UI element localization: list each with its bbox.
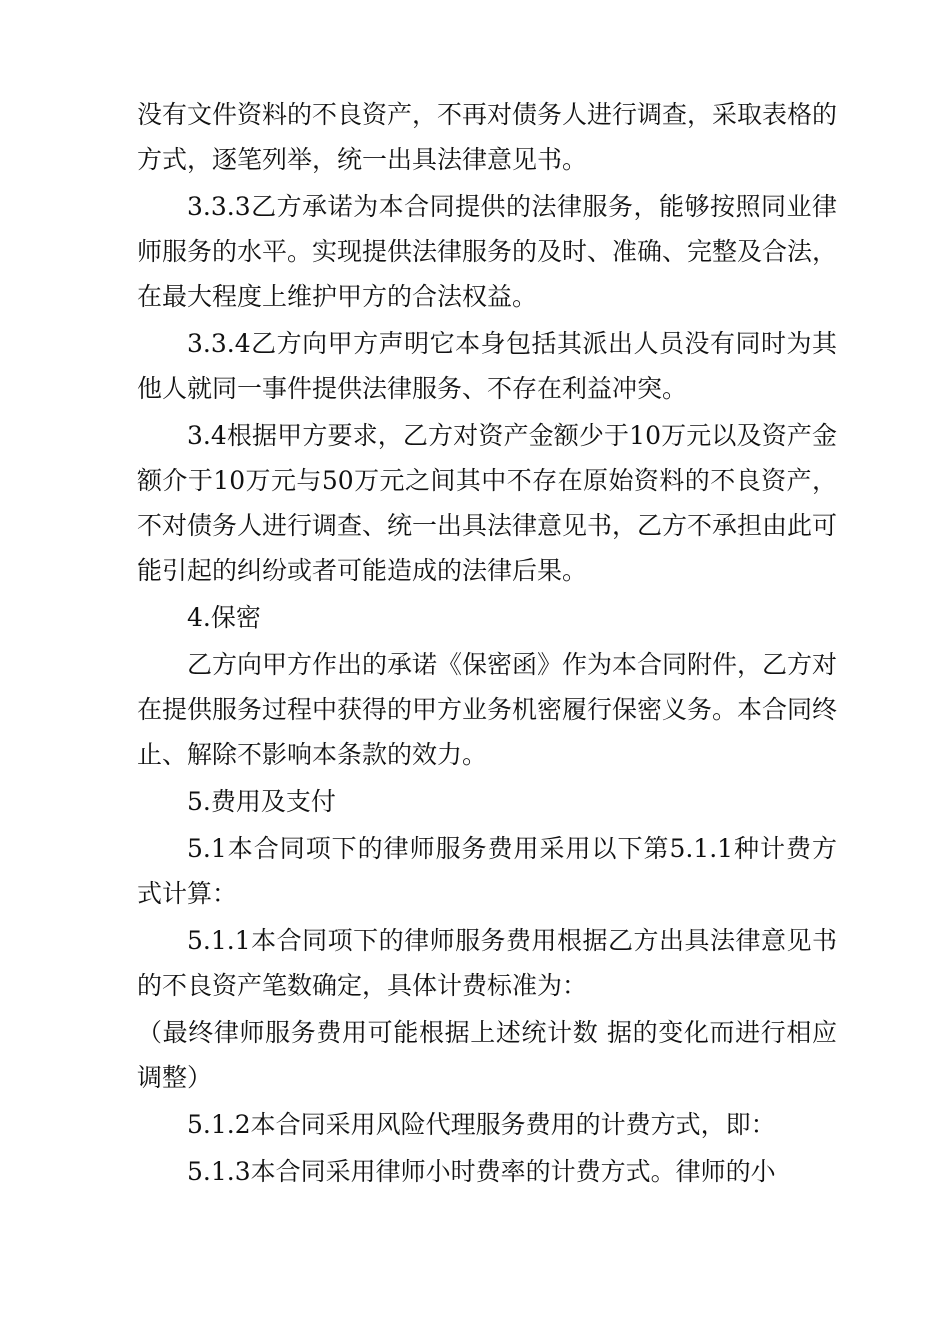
paragraph-fee-adjustment-note: （最终律师服务费用可能根据上述统计数 据的变化而进行相应调整） <box>137 1018 837 1092</box>
section-heading-fees: 5.费用及支付 <box>187 787 336 816</box>
section-heading-confidentiality: 4.保密 <box>187 603 261 632</box>
paragraph-clause-3-4: 3.4根据甲方要求，乙方对资产金额少于10万元以及资产金额介于10万元与50万元之间其中不存在原始资料的不良资产，不对债务人进行调查、统一出具法律意见书，乙方不承担由此可能引起的纠纷或者可能造成的法律后果。 <box>137 421 838 585</box>
paragraph-confidentiality: 乙方向甲方作出的承诺《保密函》作为本合同附件，乙方对在提供服务过程中获得的甲方业务机密履行保密义务。本合同终止、解除不影响本条款的效力。 <box>137 650 838 769</box>
paragraph-continuation: 没有文件资料的不良资产，不再对债务人进行调查，采取表格的方式，逐笔列举，统一出具法律意见书。 <box>137 100 838 174</box>
paragraph-clause-5-1-1: 5.1.1本合同项下的律师服务费用根据乙方出具法律意见书的不良资产笔数确定，具体计费标准为： <box>137 926 837 1000</box>
paragraph-clause-5-1-3: 5.1.3本合同采用律师小时费率的计费方式。律师的小 <box>187 1157 776 1186</box>
document-body <box>137 92 837 1196</box>
paragraph-clause-3-3-4: 3.3.4乙方向甲方声明它本身包括其派出人员没有同时为其他人就同一事件提供法律服务、不存在利益冲突。 <box>137 329 837 403</box>
paragraph-clause-5-1-2: 5.1.2本合同采用风险代理服务费用的计费方式，即： <box>187 1110 776 1139</box>
paragraph-clause-5-1: 5.1本合同项下的律师服务费用采用以下第5.1.1种计费方式计算： <box>137 834 837 908</box>
paragraph-clause-3-3-3: 3.3.3乙方承诺为本合同提供的法律服务，能够按照同业律师服务的水平。实现提供法律服务的及时、准确、完整及合法，在最大程度上维护甲方的合法权益。 <box>137 192 838 311</box>
